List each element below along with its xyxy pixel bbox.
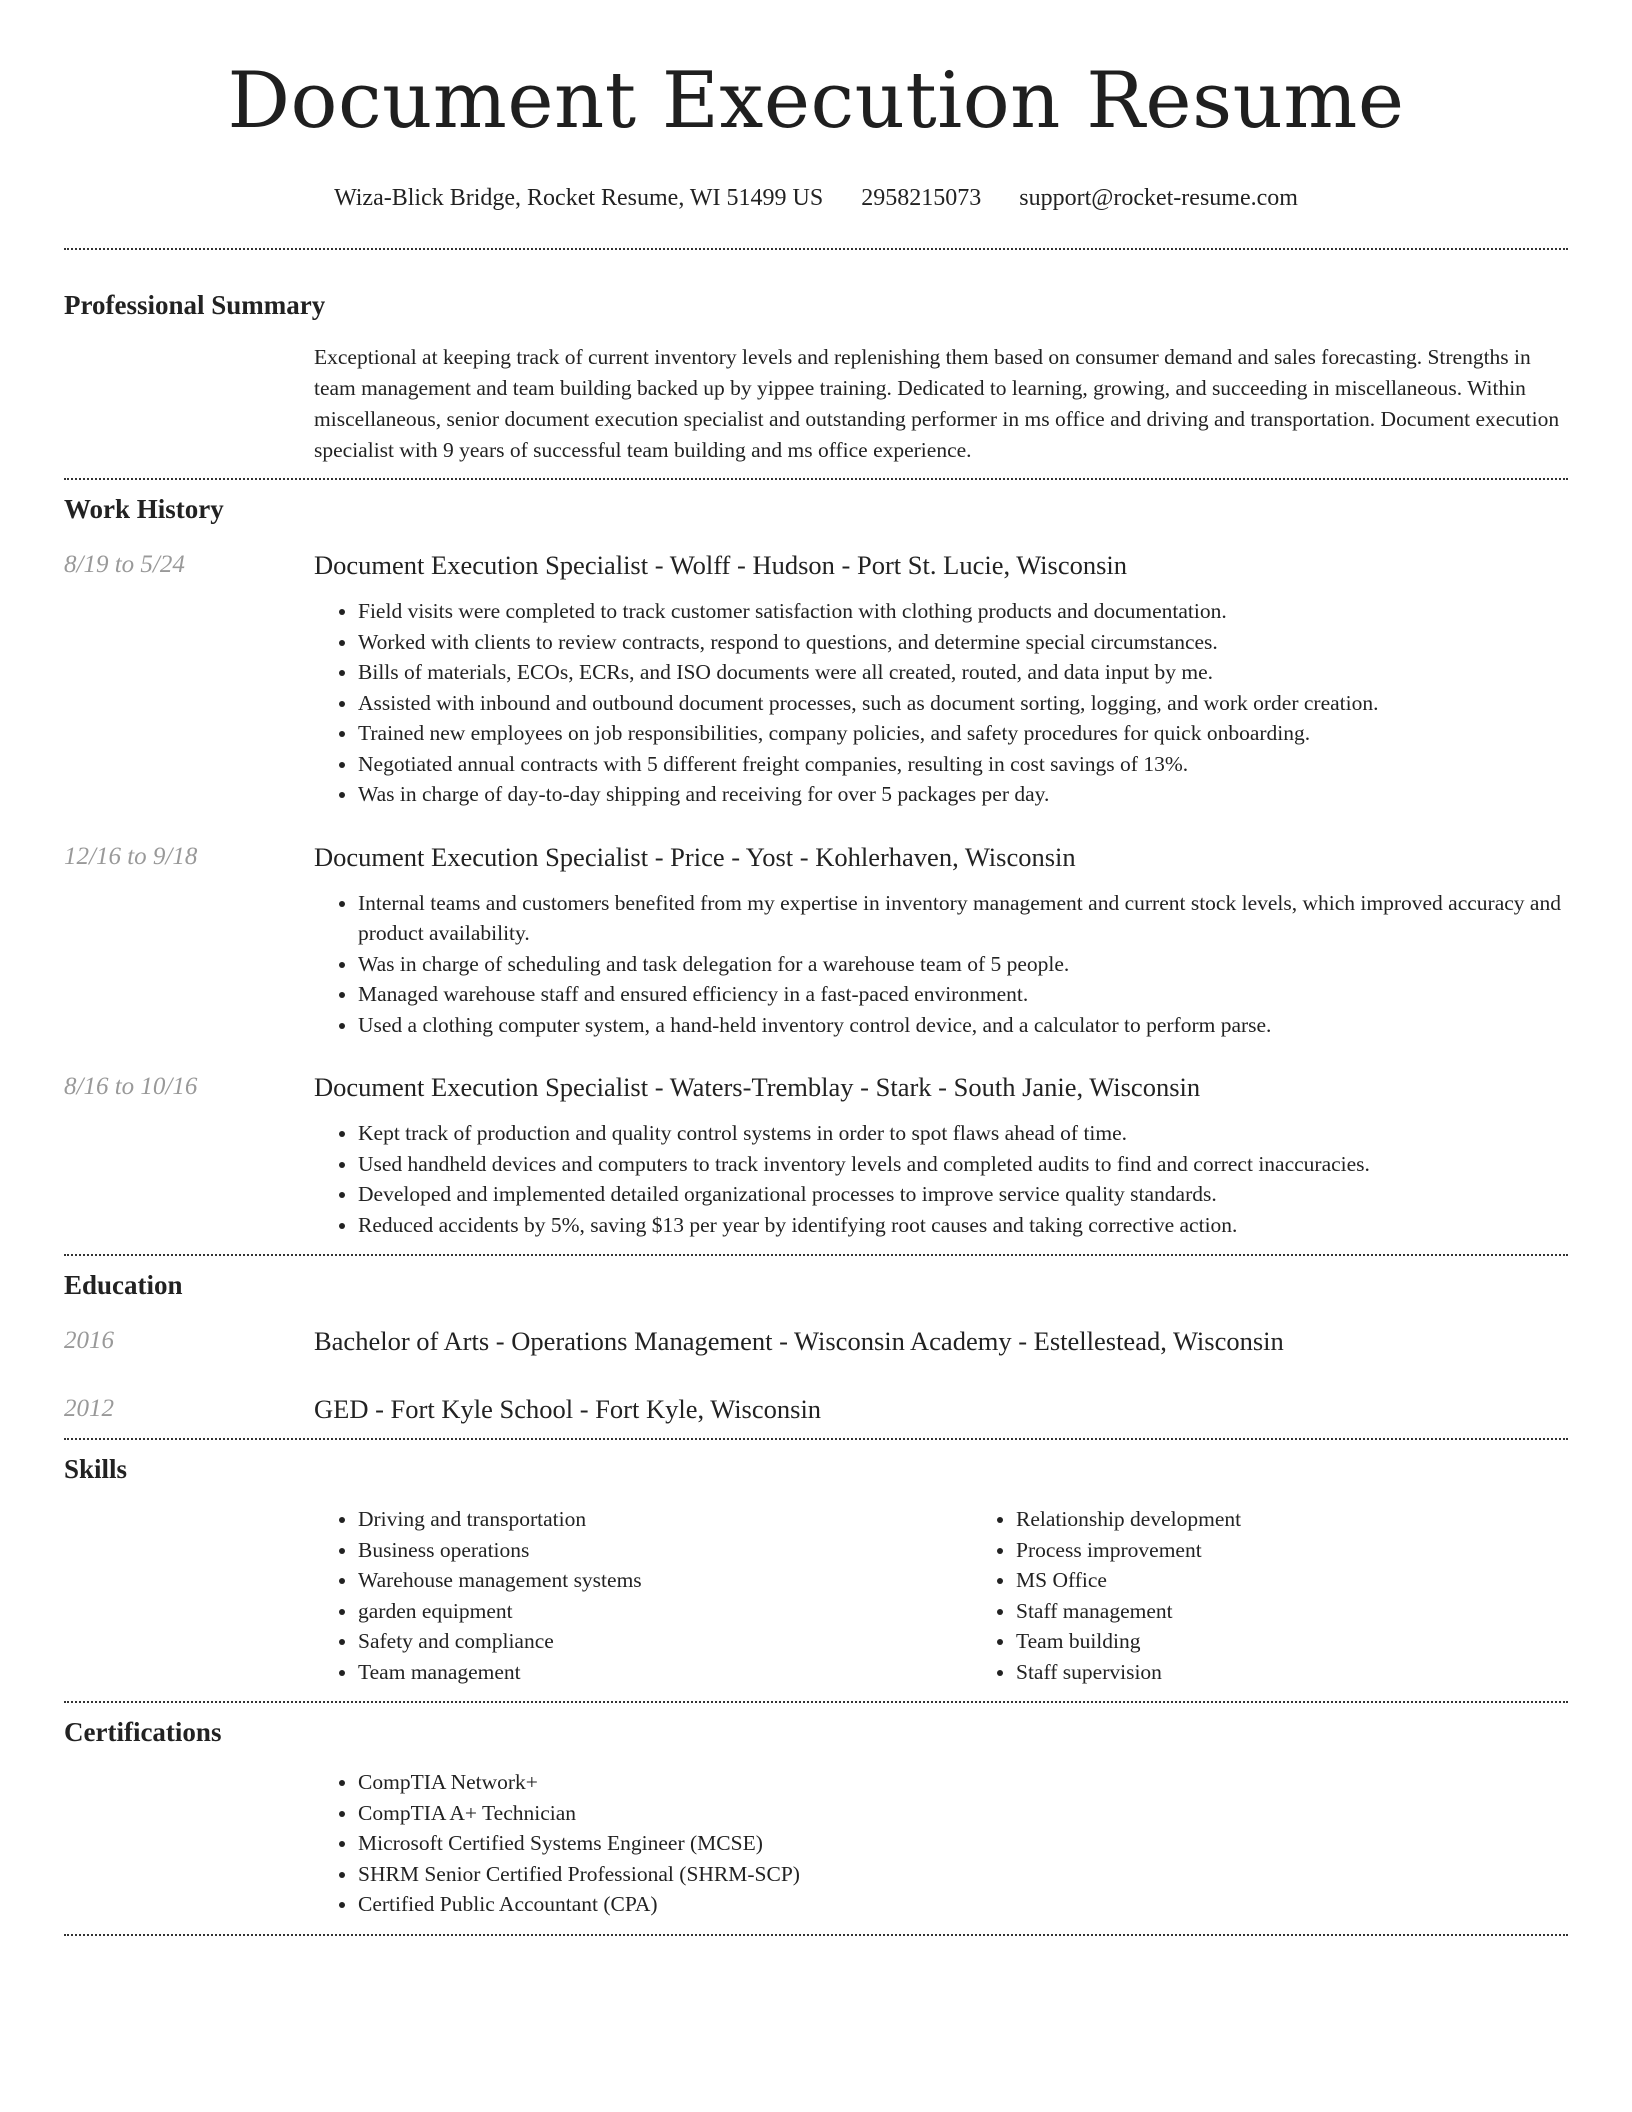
list-item: • Staff management: [1016, 1596, 1630, 1627]
list-item: • SHRM Senior Certified Professional (SHRM-SCP): [358, 1859, 1568, 1890]
divider: [64, 1701, 1568, 1703]
job-title: Document Execution Specialist - Wolff - Hudson - Port St. Lucie, Wisconsin: [314, 550, 1128, 580]
list-item: • Business operations: [358, 1535, 972, 1566]
certifications-section: [64, 1767, 1568, 1920]
summary-section: [64, 342, 1568, 466]
education-entry: [64, 1392, 1568, 1426]
job-entry: [64, 548, 1568, 810]
phone: 2958215073: [861, 185, 982, 211]
list-item: • Team building: [1016, 1626, 1630, 1657]
list-item: • Relationship development: [1016, 1504, 1630, 1535]
list-item: • CompTIA Network+: [358, 1767, 1568, 1798]
list-item: • Used a clothing computer system, a hand-held inventory control device, and a calculator to perform parse.: [358, 1010, 1568, 1041]
list-item: • Team management: [358, 1657, 972, 1688]
list-item: • Process improvement: [1016, 1535, 1630, 1566]
resume-title: Document Execution Resume: [227, 56, 1405, 146]
divider: [64, 1438, 1568, 1440]
job-title: Document Execution Specialist - Waters-Tremblay - Stark - South Janie, Wisconsin: [314, 1072, 1201, 1102]
skills-list-left: [314, 1504, 972, 1687]
divider: [64, 1254, 1568, 1256]
skills-list-right: [972, 1504, 1630, 1687]
list-item: • Internal teams and customers benefited from my expertise in inventory management and current stock levels, which improved accuracy and product availability.: [358, 888, 1568, 949]
job-bullets: [314, 1118, 1568, 1240]
summary-heading: Professional Summary: [64, 290, 326, 320]
job-dates: 8/16 to 10/16: [64, 1073, 198, 1100]
job-dates: 12/16 to 9/18: [64, 842, 198, 870]
summary-text: Exceptional at keeping track of current inventory levels and replenishing them based on consumer demand and sales forecasting. Strengths in team management and team building backed up by yippee training. Dedicated to learning, growing, and succeeding in miscellaneous. Within miscellaneous, senior document execution specialist and outstanding performer in ms office and driving and transportation. Document execution specialist with 9 years of successful team building and ms office experience.: [314, 345, 1560, 462]
list-item: • Trained new employees on job responsibilities, company policies, and safety procedures for quick onboarding.: [358, 718, 1568, 749]
list-item: • Safety and compliance: [358, 1626, 972, 1657]
skills-section: [64, 1504, 1568, 1687]
job-bullets: [314, 596, 1568, 810]
list-item: • CompTIA A+ Technician: [358, 1798, 1568, 1829]
education-heading: Education: [64, 1270, 183, 1300]
list-item: • Reduced accidents by 5%, saving $13 per year by identifying root causes and taking corrective action.: [358, 1210, 1568, 1241]
list-item: • Driving and transportation: [358, 1504, 972, 1535]
list-item: • Assisted with inbound and outbound document processes, such as document sorting, logging, and work order creation.: [358, 688, 1568, 719]
education-year: 2012: [64, 1395, 114, 1422]
work-history-heading: Work History: [64, 494, 224, 524]
list-item: • Was in charge of scheduling and task delegation for a warehouse team of 5 people.: [358, 949, 1568, 980]
list-item: • Worked with clients to review contracts, respond to questions, and determine special circumstances.: [358, 627, 1568, 658]
divider: [64, 248, 1568, 250]
certifications-heading: Certifications: [64, 1717, 222, 1747]
list-item: • Used handheld devices and computers to track inventory levels and completed audits to find and correct inaccuracies.: [358, 1149, 1568, 1180]
list-item: • Field visits were completed to track customer satisfaction with clothing products and documentation.: [358, 596, 1568, 627]
divider: [64, 478, 1568, 480]
list-item: • Staff supervision: [1016, 1657, 1630, 1688]
job-entry: [64, 1070, 1568, 1240]
list-item: • Microsoft Certified Systems Engineer (MCSE): [358, 1828, 1568, 1859]
email: support@rocket-resume.com: [1019, 185, 1298, 211]
skills-heading: Skills: [64, 1454, 128, 1484]
list-item: • Kept track of production and quality control systems in order to spot flaws ahead of time.: [358, 1118, 1568, 1149]
job-entry: [64, 840, 1568, 1041]
list-item: • Developed and implemented detailed organizational processes to improve service quality standards.: [358, 1179, 1568, 1210]
list-item: • Managed warehouse staff and ensured efficiency in a fast-paced environment.: [358, 979, 1568, 1010]
education-text: GED - Fort Kyle School - Fort Kyle, Wisconsin: [314, 1394, 822, 1424]
education-entry: [64, 1324, 1568, 1358]
job-title: Document Execution Specialist - Price - Yost - Kohlerhaven, Wisconsin: [314, 841, 1076, 872]
list-item: • MS Office: [1016, 1565, 1630, 1596]
education-year: 2016: [64, 1327, 114, 1354]
divider: [64, 1934, 1568, 1936]
list-item: • Negotiated annual contracts with 5 different freight companies, resulting in cost savings of 13%.: [358, 749, 1568, 780]
certifications-list: [314, 1767, 1568, 1920]
list-item: • Warehouse management systems: [358, 1565, 972, 1596]
list-item: • Certified Public Accountant (CPA): [358, 1889, 1568, 1920]
list-item: • Was in charge of day-to-day shipping and receiving for over 5 packages per day.: [358, 779, 1568, 810]
contact-line: [64, 183, 1568, 213]
job-dates: 8/19 to 5/24: [64, 551, 185, 578]
job-bullets: [314, 888, 1568, 1041]
list-item: • garden equipment: [358, 1596, 972, 1627]
list-item: • Bills of materials, ECOs, ECRs, and ISO documents were all created, routed, and data input by me.: [358, 657, 1568, 688]
education-text: Bachelor of Arts - Operations Management - Wisconsin Academy - Estellestead, Wisconsin: [314, 1326, 1284, 1356]
address: Wiza-Blick Bridge, Rocket Resume, WI 51499 US: [334, 185, 824, 211]
